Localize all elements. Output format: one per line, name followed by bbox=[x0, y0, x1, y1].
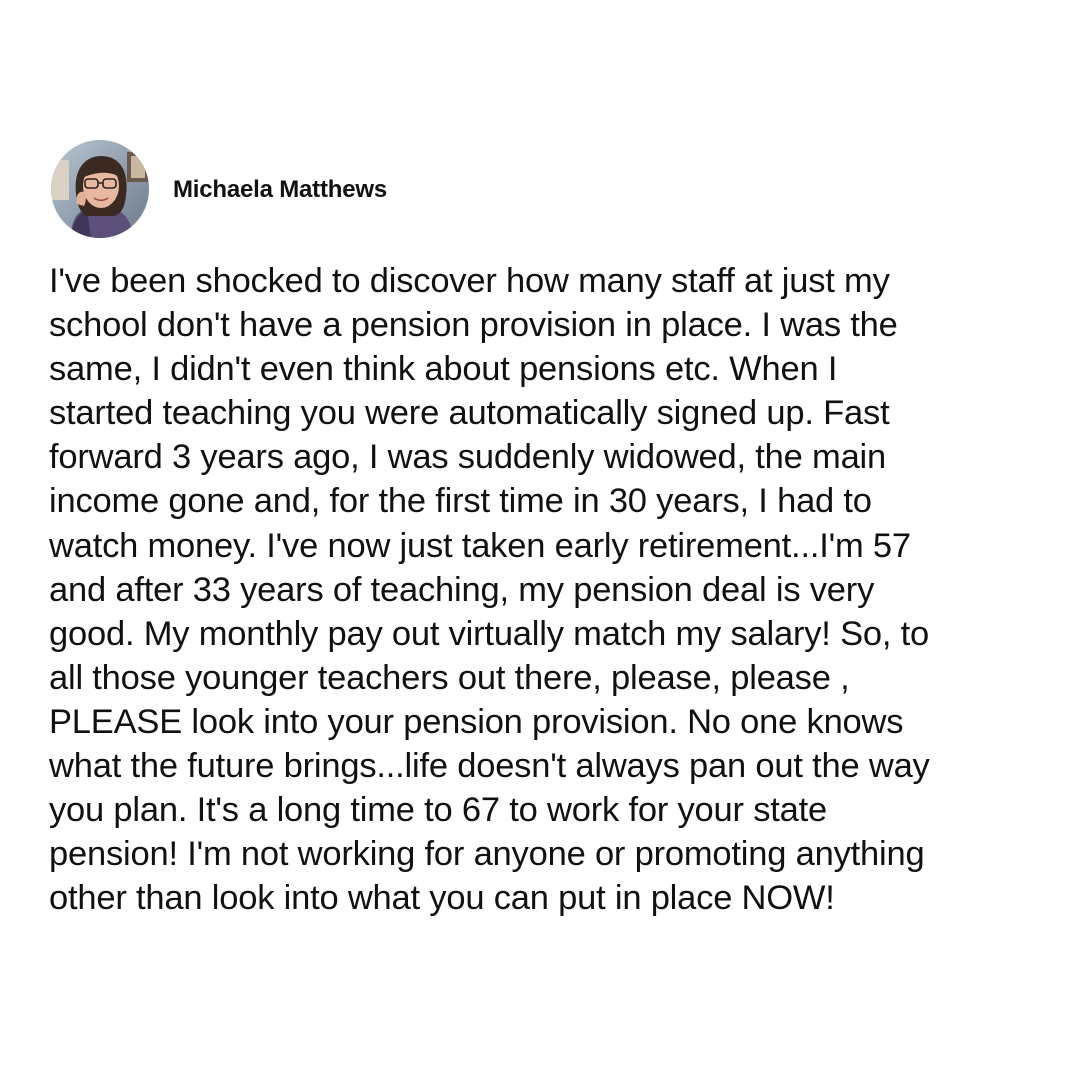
post-text-line: you plan. It's a long time to 67 to work for your state bbox=[49, 791, 827, 830]
post-text-line: school don't have a pension provision in place. I was the bbox=[49, 306, 898, 345]
post-text-line: forward 3 years ago, I was suddenly widowed, the main bbox=[49, 438, 887, 477]
post-text-line: watch money. I've now just taken early retirement...I'm 57 bbox=[49, 526, 911, 565]
post-text-line: same, I didn't even think about pensions etc. When I bbox=[49, 350, 838, 389]
post-text-line: pension! I'm not working for anyone or promoting anything bbox=[49, 835, 925, 874]
post-text-line: income gone and, for the first time in 30 years, I had to bbox=[49, 482, 872, 521]
profile-photo-icon bbox=[51, 140, 149, 238]
avatar[interactable] bbox=[51, 140, 149, 238]
post-text-line: all those younger teachers out there, please, please , bbox=[49, 658, 850, 697]
post-text-line: other than look into what you can put in place NOW! bbox=[49, 879, 835, 918]
author-name[interactable]: Michaela Matthews bbox=[173, 176, 387, 203]
post-text-line: I've been shocked to discover how many staff at just my bbox=[49, 262, 890, 300]
post-text-line: and after 33 years of teaching, my pension deal is very bbox=[49, 570, 875, 609]
post-text-line: started teaching you were automatically signed up. Fast bbox=[49, 394, 890, 433]
post-text-line: PLEASE look into your pension provision. No one knows bbox=[49, 702, 904, 741]
post-text-line: what the future brings...life doesn't always pan out the way bbox=[49, 747, 930, 786]
post-header bbox=[51, 140, 387, 238]
post-text-line: good. My monthly pay out virtually match my salary! So, to bbox=[49, 614, 930, 653]
post-text bbox=[49, 259, 1049, 920]
